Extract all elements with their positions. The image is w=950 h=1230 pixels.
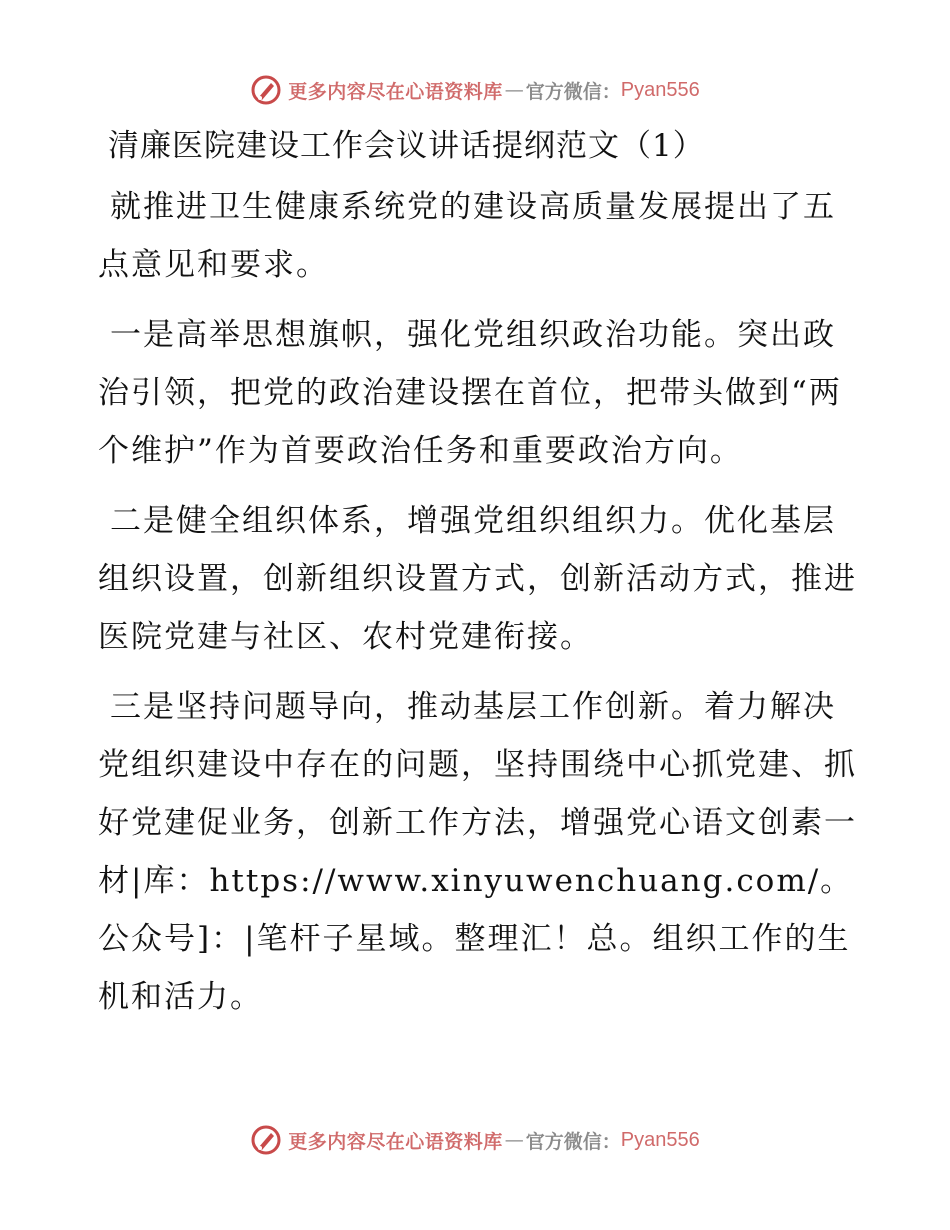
footer-banner [0,1120,950,1160]
paragraph-point-three: 三是坚持问题导向，推动基层工作创新。着力解决党组织建设中存在的问题，坚持围绕中心抓党建、抓好党建促业务，创新工作方法，增强党心语文创素一材|库：https://www.xinyuwenchuang.com/。公众号]：|笔杆子星域。整理汇！总。组织工作的生机和活力。 [98,689,857,1015]
banner-wechat-id: Pyan556 [620,78,700,101]
paragraph-point-two: 二是健全组织体系，增强党组织组织力。优化基层组织设置，创新组织设置方式，创新活动方式，推进医院党建与社区、农村党建衔接。 [98,503,857,655]
banner-separator: — [504,1129,524,1151]
document-body [98,122,858,1038]
header-banner [0,70,950,110]
banner-wechat-label: 官方微信： [525,80,621,103]
banner-brand-text: 更多内容尽在心语资料库 [288,1130,503,1153]
banner-wechat-id: Pyan556 [620,1128,700,1151]
pen-logo-icon [250,74,282,106]
banner-wechat-label: 官方微信： [525,1130,621,1153]
banner-separator: — [504,79,524,101]
banner-brand-text: 更多内容尽在心语资料库 [288,80,503,103]
paragraph-intro: 就推进卫生健康系统党的建设高质量发展提出了五点意见和要求。 [98,189,836,283]
document-title: 清廉医院建设工作会议讲话提纲范文（1） [108,128,705,164]
paragraph-point-one: 一是高举思想旗帜，强化党组织政治功能。突出政治引领，把党的政治建设摆在首位，把带头做到“两个维护”作为首要政治任务和重要政治方向。 [98,317,842,469]
pen-logo-icon [250,1124,282,1156]
